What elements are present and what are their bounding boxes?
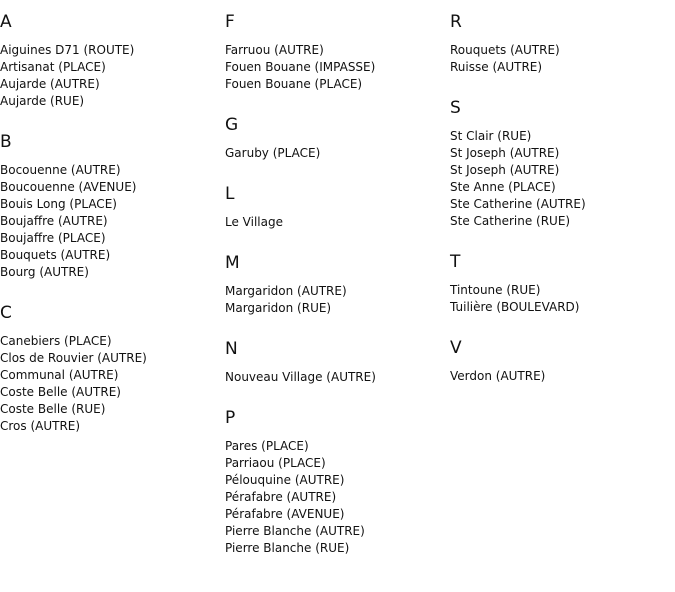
street-link[interactable]: Boujaffre (PLACE) [0, 231, 106, 245]
street-link[interactable]: Pierre Blanche (AUTRE) [225, 524, 365, 538]
street-list [225, 145, 450, 162]
section-letter: V [450, 338, 462, 358]
letter-group [225, 115, 450, 162]
street-link[interactable]: Ste Catherine (RUE) [450, 214, 571, 228]
street-link[interactable]: Fouen Bouane (PLACE) [225, 77, 363, 91]
street-link[interactable]: Aujarde (AUTRE) [0, 77, 100, 91]
street-link[interactable]: Coste Belle (AUTRE) [0, 385, 121, 399]
street-link[interactable]: Margaridon (RUE) [225, 301, 332, 315]
street-link[interactable]: Pélouquine (AUTRE) [225, 473, 345, 487]
street-link[interactable]: Communal (AUTRE) [0, 368, 119, 382]
street-link[interactable]: Bouis Long (PLACE) [0, 197, 117, 211]
street-link[interactable]: Boucouenne (AVENUE) [0, 180, 137, 194]
letter-group [225, 184, 450, 231]
street-list [0, 162, 225, 281]
section-letter: N [225, 339, 238, 359]
section-letter: R [450, 12, 462, 32]
street-link[interactable]: Parriaou (PLACE) [225, 456, 326, 470]
street-link[interactable]: Bourg (AUTRE) [0, 265, 89, 279]
street-list [225, 438, 450, 557]
street-list [450, 282, 675, 316]
letter-group [450, 252, 675, 316]
street-link[interactable]: Farruou (AUTRE) [225, 43, 324, 57]
street-list [0, 333, 225, 435]
letter-group [0, 303, 225, 435]
street-link[interactable]: St Joseph (AUTRE) [450, 163, 560, 177]
section-letter: L [225, 184, 235, 204]
street-link[interactable]: Aiguines D71 (ROUTE) [0, 43, 135, 57]
section-letter: S [450, 98, 461, 118]
street-link[interactable]: Artisanat (PLACE) [0, 60, 106, 74]
street-link[interactable]: Ste Catherine (AUTRE) [450, 197, 586, 211]
street-link[interactable]: Pierre Blanche (RUE) [225, 541, 350, 555]
street-link[interactable]: Cros (AUTRE) [0, 419, 81, 433]
street-link[interactable]: Pérafabre (AUTRE) [225, 490, 337, 504]
column-3 [450, 0, 675, 407]
street-link[interactable]: Bouquets (AUTRE) [0, 248, 111, 262]
street-link[interactable]: Tintoune (RUE) [450, 283, 541, 297]
street-link[interactable]: Ruisse (AUTRE) [450, 60, 543, 74]
letter-group [0, 12, 225, 110]
street-link[interactable]: Verdon (AUTRE) [450, 369, 546, 383]
street-link[interactable]: Garuby (PLACE) [225, 146, 321, 160]
section-letter: A [0, 12, 12, 32]
street-list [225, 369, 450, 386]
street-list [225, 214, 450, 231]
letter-group [450, 12, 675, 76]
section-letter: F [225, 12, 235, 32]
letter-group [225, 253, 450, 317]
street-link[interactable]: Bocouenne (AUTRE) [0, 163, 121, 177]
street-link[interactable]: Aujarde (RUE) [0, 94, 85, 108]
street-link[interactable]: Nouveau Village (AUTRE) [225, 370, 376, 384]
street-link[interactable]: St Clair (RUE) [450, 129, 532, 143]
street-list [450, 368, 675, 385]
street-link[interactable]: Margaridon (AUTRE) [225, 284, 347, 298]
street-link[interactable]: Fouen Bouane (IMPASSE) [225, 60, 376, 74]
street-link[interactable]: Canebiers (PLACE) [0, 334, 112, 348]
column-1 [0, 0, 225, 457]
street-link[interactable]: Boujaffre (AUTRE) [0, 214, 108, 228]
street-link[interactable]: Le Village [225, 215, 283, 229]
street-list [225, 42, 450, 93]
column-2 [225, 0, 450, 579]
section-letter: B [0, 132, 12, 152]
street-list [225, 283, 450, 317]
street-link[interactable]: Ste Anne (PLACE) [450, 180, 556, 194]
letter-group [225, 339, 450, 386]
section-letter: P [225, 408, 236, 428]
street-link[interactable]: Rouquets (AUTRE) [450, 43, 560, 57]
section-letter: T [450, 252, 461, 272]
section-letter: C [0, 303, 12, 323]
letter-group [225, 12, 450, 93]
letter-group [450, 338, 675, 385]
letter-group [0, 132, 225, 281]
letter-group [450, 98, 675, 230]
street-link[interactable]: Clos de Rouvier (AUTRE) [0, 351, 147, 365]
street-list [0, 42, 225, 110]
street-link[interactable]: Pérafabre (AVENUE) [225, 507, 345, 521]
street-link[interactable]: Pares (PLACE) [225, 439, 309, 453]
section-letter: G [225, 115, 239, 135]
street-link[interactable]: Tuilière (BOULEVARD) [450, 300, 580, 314]
street-link[interactable]: St Joseph (AUTRE) [450, 146, 560, 160]
letter-group [225, 408, 450, 557]
street-list [450, 128, 675, 230]
street-link[interactable]: Coste Belle (RUE) [0, 402, 106, 416]
section-letter: M [225, 253, 240, 273]
street-list [450, 42, 675, 76]
